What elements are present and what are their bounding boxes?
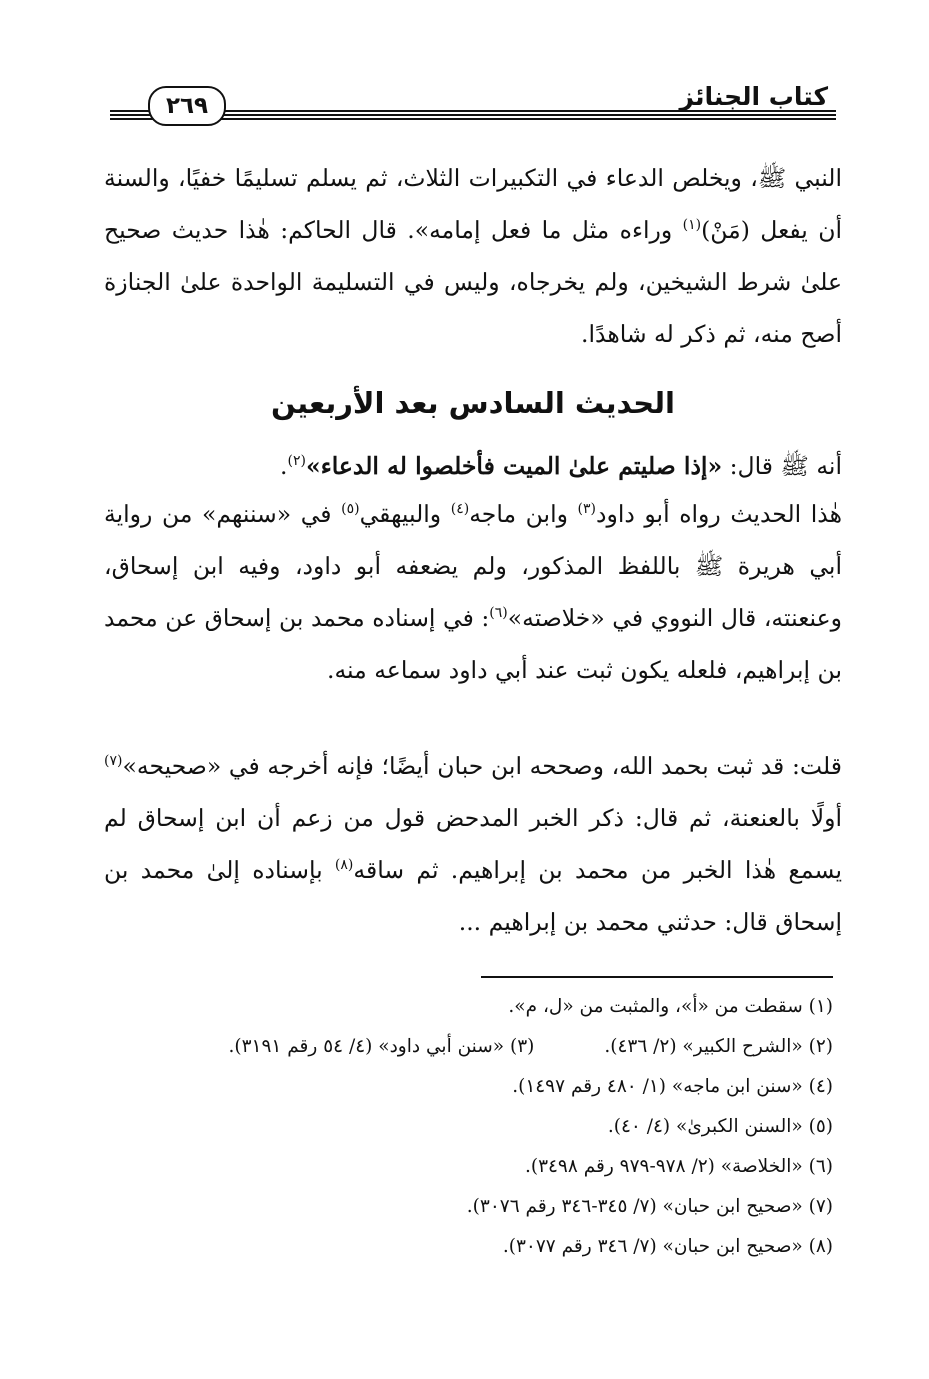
paragraph-3-text: أولًا بالعنعنة، ثم قال: ذكر الخبر المدحض قول من زعم أن ابن إسحاق لم يسمع هٰذا الخبر من محمد بن إبراهيم. ثم ساقه (104, 804, 842, 884)
chapter-title: كتاب الجنائز (679, 82, 828, 111)
paragraph-2-text: وابن ماجه (469, 500, 578, 528)
footnote-ref: (٤) (450, 501, 470, 518)
footnote-ref: (٨) (334, 857, 354, 874)
section-heading: الحديث السادس بعد الأربعين (271, 386, 675, 420)
footnote-ref: (٧) (104, 753, 123, 770)
paragraph-1-text: النبي ﷺ، ويخلص الدعاء في التكبيرات الثلاث، ثم يسلم تسليمًا خفيًا، والسنة أن يفعل (مَنْ) (104, 164, 842, 244)
paragraph-3 (104, 740, 842, 948)
footnote-ref: (٦) (489, 605, 508, 622)
footnote-ref: (٥) (341, 501, 360, 518)
page-header (110, 80, 836, 124)
footnote-3: (٣) «سنن أبي داود» (٤/ ٥٤ رقم ٣١٩١). (228, 1036, 535, 1057)
footnote-ref: (١) (682, 217, 702, 234)
footnote-ref: (٣) (577, 501, 597, 518)
footnote-8: (٨) «صحيح ابن حبان» (٧/ ٣٤٦ رقم ٣٠٧٧). (502, 1236, 833, 1257)
paragraph-1-text-rest: وراءه مثل ما فعل إمامه». قال الحاكم: هٰذا حديث صحيح علىٰ شرط الشيخين، ولم يخرجاه، وليس في التسليمة الواحدة علىٰ الجنازة أصح منه، ثم ذكر له شاهدًا. (104, 216, 842, 348)
paragraph-2-text: في «سننهم» من رواية أبي هريرة ﷺ باللفظ المذكور، ولم يضعفه أبو داود، وفيه ابن إسحاق، وعنعنته، قال النووي في «خلاصته» (104, 500, 842, 632)
page-number: ٢٦٩ (148, 86, 226, 126)
footnote-5: (٥) «السنن الكبرىٰ» (٤/ ٤٠). (607, 1116, 833, 1137)
footnote-7: (٧) «صحيح ابن حبان» (٧/ ٣٤٥-٣٤٦ رقم ٣٠٧٦). (466, 1196, 833, 1217)
hadith-end: . (280, 452, 288, 480)
footnote-2-3 (93, 1034, 833, 1060)
footnote-6: (٦) «الخلاصة» (٢/ ٩٧٨-٩٧٩ رقم ٣٤٩٨). (524, 1156, 833, 1177)
footnote-1: (١) سقطت من «أ»، والمثبت من «ل، م». (508, 996, 833, 1017)
paragraph-1 (104, 152, 842, 360)
hadith-quote: «إذا صليتم علىٰ الميت فأخلصوا له الدعاء» (306, 452, 723, 480)
footnote-ref: (٢) (287, 453, 306, 470)
footnote-4: (٤) «سنن ابن ماجه» (١/ ٤٨٠ رقم ١٤٩٧). (512, 1076, 833, 1097)
paragraph-3-text: قلت: قد ثبت بحمد الله، وصححه ابن حبان أيضًا؛ فإنه أخرجه في «صحيحه» (122, 752, 842, 780)
paragraph-2-text: : في إسناده محمد بن إسحاق عن محمد بن إبراهيم، فلعله يكون ثبت عند أبي داود سماعه منه. (104, 604, 842, 684)
footnote-2: (٢) «الشرح الكبير» (٢/ ٤٣٦). (604, 1036, 833, 1057)
hadith-intro: أنه ﷺ قال: (722, 452, 842, 480)
paragraph-2-text: هٰذا الحديث رواه أبو داود (596, 500, 842, 528)
paragraph-3-text: بإسناده إلىٰ محمد بن إسحاق قال: حدثني محمد بن إبراهيم ... (104, 856, 842, 936)
footnote-separator (481, 976, 833, 978)
hadith-text (104, 440, 842, 492)
paragraph-2 (104, 488, 842, 696)
paragraph-2-text: والبيهقي (359, 500, 451, 528)
